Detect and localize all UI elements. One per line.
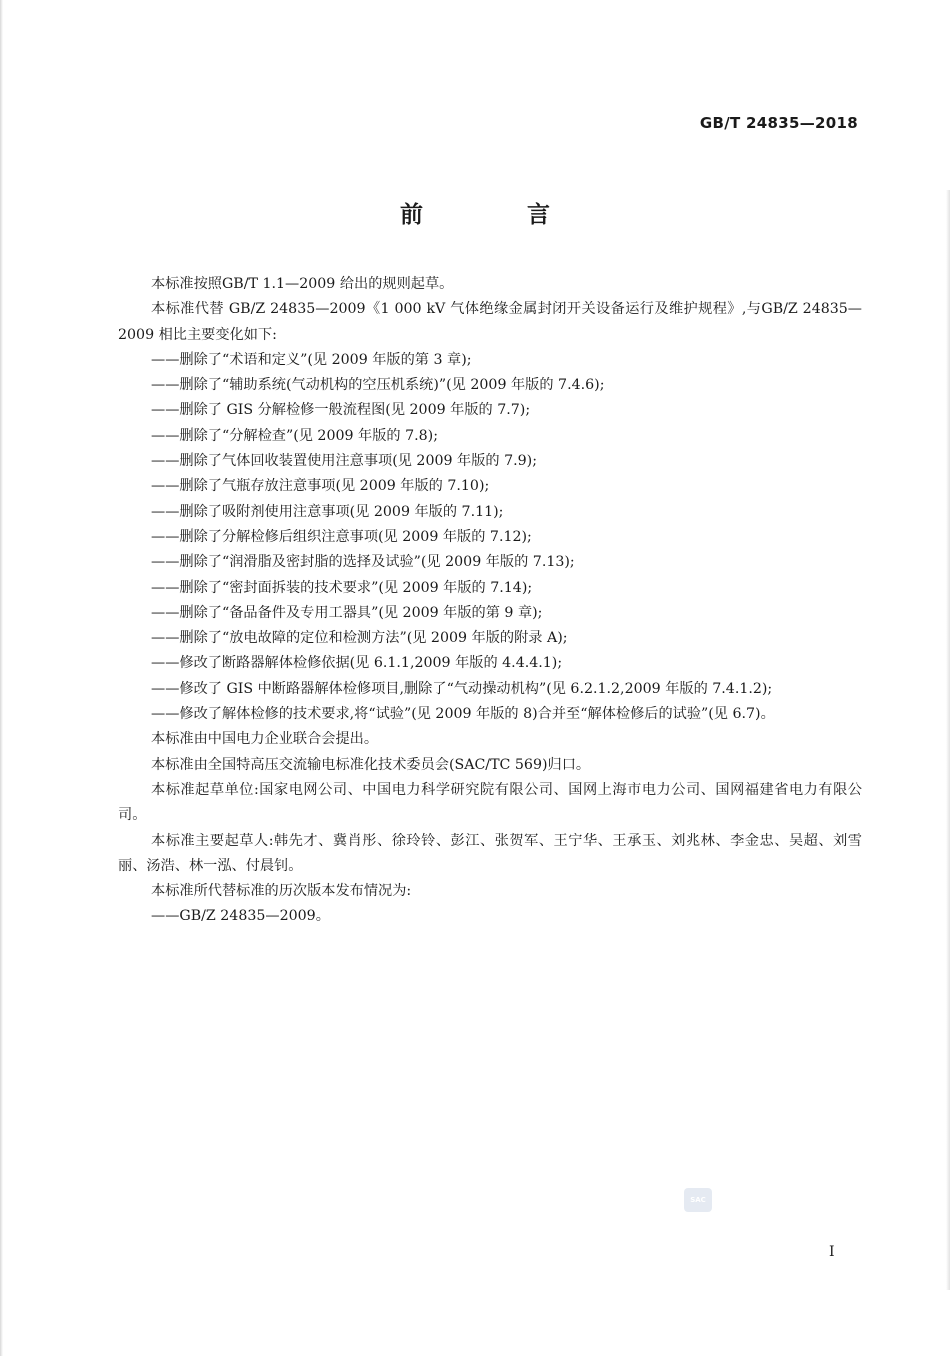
list-item: ——修改了断路器解体检修依据(见 6.1.1,2009 年版的 4.4.4.1); <box>151 655 563 672</box>
list-item: ——GB/Z 24835—2009。 <box>151 908 330 925</box>
page-right-edge <box>946 190 950 1290</box>
list-item: ——删除了吸附剂使用注意事项(见 2009 年版的 7.11); <box>151 503 504 520</box>
standard-number: GB/T 24835—2018 <box>699 114 858 132</box>
list-item: ——修改了解体检修的技术要求,将“试验”(见 2009 年版的 8)合并至“解体检修后的试验”(见 6.7)。 <box>151 706 775 723</box>
paragraph-history: 本标准所代替标准的历次版本发布情况为: <box>151 883 412 900</box>
paragraph-drafting-rules: 本标准按照GB/T 1.1—2009 给出的规则起草。 <box>151 276 454 292</box>
list-item: ——删除了“备品备件及专用工器具”(见 2009 年版的第 9 章); <box>151 604 543 621</box>
list-item: ——删除了“术语和定义”(见 2009 年版的第 3 章); <box>151 351 472 368</box>
list-item: ——删除了“分解检查”(见 2009 年版的 7.8); <box>151 427 438 444</box>
paragraph-proposer: 本标准由中国电力企业联合会提出。 <box>151 731 379 748</box>
list-item: ——删除了分解检修后组织注意事项(见 2009 年版的 7.12); <box>151 528 532 545</box>
paragraph-drafting-units: 本标准起草单位:国家电网公司、中国电力科学研究院有限公司、国网上海市电力公司、国网福建省电力有限公司。 <box>118 781 862 824</box>
paragraph-drafters: 本标准主要起草人:韩先才、冀肖彤、徐玲铃、彭江、张贺军、王宁华、王承玉、刘兆林、李金忠、吴超、刘雪丽、汤浩、林一泓、付晨钊。 <box>118 832 862 874</box>
list-item: ——删除了“辅助系统(气动机构的空压机系统)”(见 2009 年版的 7.4.6); <box>151 377 605 394</box>
sac-watermark-text: SAC <box>690 1196 706 1204</box>
list-item: ——删除了气瓶存放注意事项(见 2009 年版的 7.10); <box>151 478 490 495</box>
list-item: ——删除了 GIS 分解检修一般流程图(见 2009 年版的 7.7); <box>151 402 531 419</box>
list-item: ——删除了“润滑脂及密封脂的选择及试验”(见 2009 年版的 7.13); <box>151 554 575 571</box>
page-number: I <box>829 1244 835 1260</box>
sac-watermark-logo <box>684 1188 712 1212</box>
paragraph-committee: 本标准由全国特高压交流输电标准化技术委员会(SAC/TC 569)归口。 <box>151 756 591 773</box>
page-title: 前 言 <box>399 202 598 228</box>
list-item: ——删除了气体回收装置使用注意事项(见 2009 年版的 7.9); <box>151 453 537 470</box>
foreword-body <box>118 272 862 930</box>
paragraph-replacement: 本标准代替 GB/Z 24835—2009《1 000 kV 气体绝缘金属封闭开关设备运行及维护规程》,与GB/Z 24835—2009 相比主要变化如下: <box>118 301 862 343</box>
list-item: ——修改了 GIS 中断路器解体检修项目,删除了“气动操动机构”(见 6.2.1.2,2009 年版的 7.4.1.2); <box>151 680 773 697</box>
list-item: ——删除了“放电故障的定位和检测方法”(见 2009 年版的附录 A); <box>151 630 568 647</box>
list-item: ——删除了“密封面拆装的技术要求”(见 2009 年版的 7.14); <box>151 579 533 596</box>
